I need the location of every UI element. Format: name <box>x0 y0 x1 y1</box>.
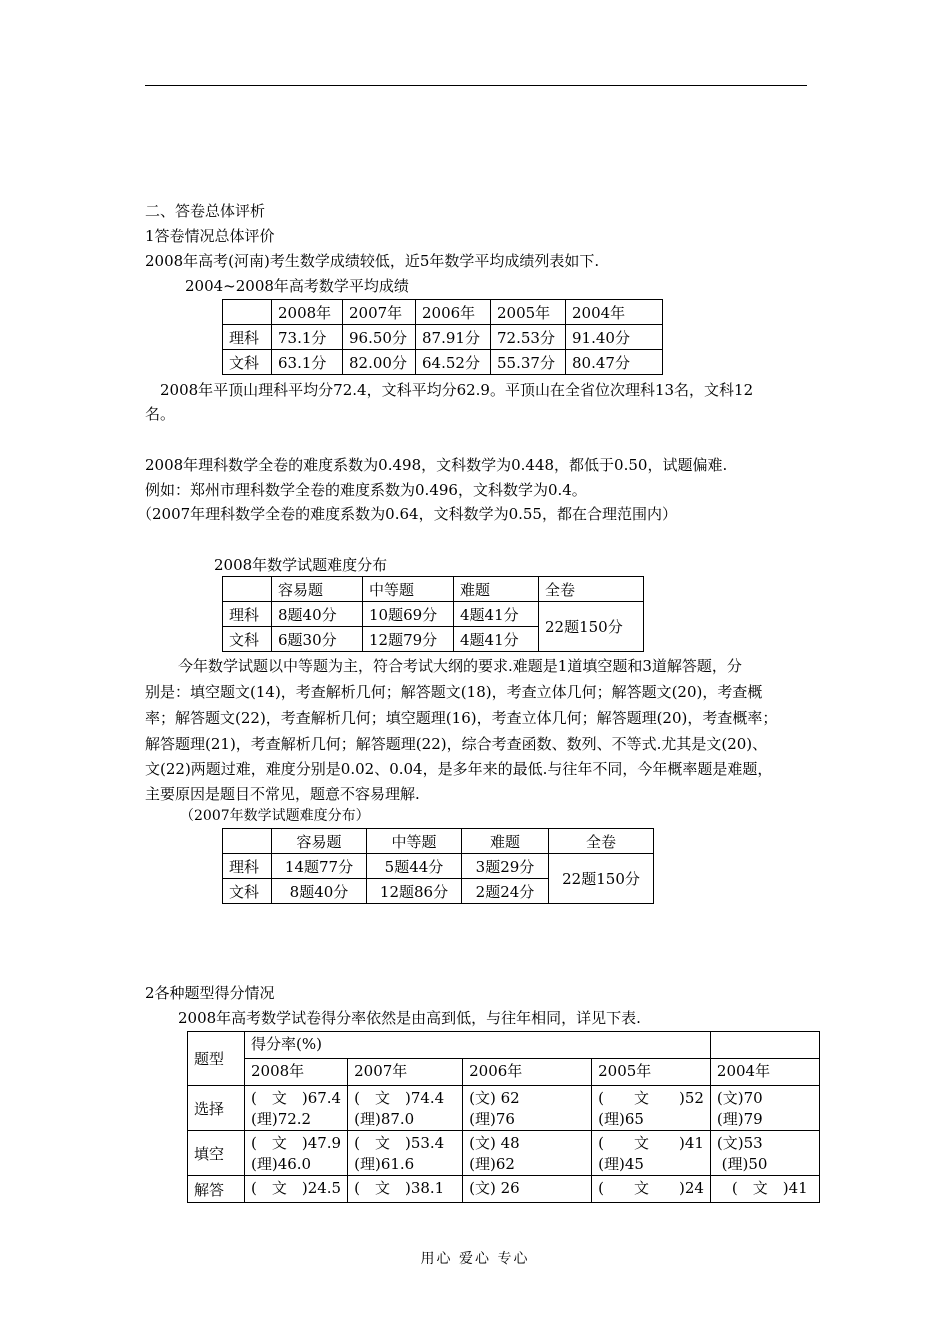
table-cell: 解答 <box>188 1176 245 1203</box>
table-cell: 2005年 <box>592 1059 711 1086</box>
table-cell: 中等题 <box>367 829 462 854</box>
table-row <box>223 325 663 350</box>
analysis-line: 别是：填空题文(14)，考查解析几何；解答题文(18)，考查立体几何；解答题文(20)，考查概 <box>145 683 763 701</box>
analysis-line: 文(22)两题过难，难度分别是0.02、0.04，是多年来的最低.与往年不同，今年概率题是难题， <box>145 760 773 778</box>
pingdingshan-text: 2008年平顶山理科平均分72.4，文科平均分62.9。平顶山在全省位次理科13名，文科12 <box>160 381 754 399</box>
table-cell: 2008年 <box>272 300 343 325</box>
table-cell: 理科 <box>223 325 272 350</box>
analysis-line: 率；解答题文(22)，考查解析几何；填空题理(16)，考查立体几何；解答题理(20)，考查概率； <box>145 709 778 727</box>
table-cell: ( 文 )41 <box>710 1176 819 1203</box>
score-rate-table <box>187 1031 820 1203</box>
table-cell: 12题86分 <box>367 879 462 904</box>
table2-caption: 2008年数学试题难度分布 <box>214 556 388 574</box>
table-cell: 得分率(%) <box>245 1032 711 1059</box>
table-cell: ( 文 )67.4 (理)72.2 <box>245 1086 348 1131</box>
table-cell: 2004年 <box>566 300 663 325</box>
table-cell: 87.91分 <box>416 325 491 350</box>
table-cell: 2005年 <box>491 300 566 325</box>
table-row <box>223 300 663 325</box>
table-cell: 全卷 <box>549 829 654 854</box>
table-cell: 4题41分 <box>454 627 539 652</box>
table-row <box>188 1131 820 1176</box>
table-cell: 文科 <box>223 879 272 904</box>
intro-text: 2008年高考(河南)考生数学成绩较低，近5年数学平均成绩列表如下. <box>145 252 600 270</box>
table-cell: 55.37分 <box>491 350 566 375</box>
table-cell: 63.1分 <box>272 350 343 375</box>
table-cell: ( 文 )52 (理)65 <box>592 1086 711 1131</box>
table-cell: ( 文 )74.4 (理)87.0 <box>348 1086 463 1131</box>
table-row <box>223 829 654 854</box>
table-cell: 10题69分 <box>363 602 454 627</box>
difficulty-text: 2008年理科数学全卷的难度系数为0.498，文科数学为0.448，都低于0.50，试题偏难. <box>145 456 728 474</box>
table-cell: ( 文 )38.1 <box>348 1176 463 1203</box>
table-cell: 选择 <box>188 1086 245 1131</box>
table-cell: 3题29分 <box>462 854 549 879</box>
table-cell: 2007年 <box>348 1059 463 1086</box>
table-cell: 4题41分 <box>454 602 539 627</box>
table-cell: 文科 <box>223 350 272 375</box>
pingdingshan-text-cont: 名。 <box>145 405 176 423</box>
table-cell: 难题 <box>462 829 549 854</box>
table-cell: 填空 <box>188 1131 245 1176</box>
table-cell: 96.50分 <box>343 325 416 350</box>
table-cell: 中等题 <box>363 577 454 602</box>
table4-intro: 2008年高考数学试卷得分率依然是由高到低，与往年相同，详见下表. <box>178 1009 641 1027</box>
subsection-heading: 1答卷情况总体评价 <box>145 227 275 245</box>
table-row <box>223 854 654 879</box>
table-cell: 理科 <box>223 854 272 879</box>
table-cell: 2004年 <box>710 1059 819 1086</box>
difficulty-2007: （2007年理科数学全卷的难度系数为0.64，文科数学为0.55，都在合理范围内） <box>137 505 677 523</box>
analysis-line: 今年数学试题以中等题为主，符合考试大纲的要求.难题是1道填空题和3道解答题，分 <box>178 657 742 675</box>
table-cell: 12题79分 <box>363 627 454 652</box>
table-cell: 5题44分 <box>367 854 462 879</box>
analysis-line: 主要原因是题目不常见，题意不容易理解. <box>145 785 420 803</box>
table-row <box>223 350 663 375</box>
table-cell: (文) 62 (理)76 <box>463 1086 592 1131</box>
table-cell: 22题150分 <box>549 854 654 904</box>
table-cell: ( 文 )53.4 (理)61.6 <box>348 1131 463 1176</box>
table-cell: 82.00分 <box>343 350 416 375</box>
table3-caption: （2007年数学试题难度分布） <box>180 808 370 824</box>
section-heading-2: 2各种题型得分情况 <box>145 984 275 1002</box>
table-cell: ( 文 )41 (理)45 <box>592 1131 711 1176</box>
table-cell: (文) 48 (理)62 <box>463 1131 592 1176</box>
table-cell: (文) 26 <box>463 1176 592 1203</box>
difficulty-2007-table <box>222 828 654 904</box>
table-cell: ( 文 )47.9 (理)46.0 <box>245 1131 348 1176</box>
table-row <box>223 577 644 602</box>
header-rule <box>145 85 807 86</box>
table-cell: 2006年 <box>463 1059 592 1086</box>
table-cell: 全卷 <box>539 577 644 602</box>
table-cell: 64.52分 <box>416 350 491 375</box>
table-cell: 难题 <box>454 577 539 602</box>
table-cell: 2007年 <box>343 300 416 325</box>
table-cell: (文)53 (理)50 <box>710 1131 819 1176</box>
analysis-line: 解答题理(21)，考查解析几何；解答题理(22)，综合考查函数、数列、不等式.尤其是文(20)、 <box>145 735 768 753</box>
table-cell: 题型 <box>188 1032 245 1086</box>
table-cell: 文科 <box>223 627 272 652</box>
table-cell: 容易题 <box>272 829 367 854</box>
table-row <box>188 1059 820 1086</box>
table-row <box>223 602 644 627</box>
table-cell: ( 文 )24.5 <box>245 1176 348 1203</box>
table-row <box>188 1032 820 1059</box>
table-cell: 2008年 <box>245 1059 348 1086</box>
section-heading: 二、答卷总体评析 <box>145 202 266 220</box>
table-cell: 14题77分 <box>272 854 367 879</box>
table-row <box>188 1086 820 1131</box>
table-cell: 72.53分 <box>491 325 566 350</box>
table1-caption: 2004~2008年高考数学平均成绩 <box>185 277 409 295</box>
table-cell: 80.47分 <box>566 350 663 375</box>
table-cell: 容易题 <box>272 577 363 602</box>
page-footer: 用心 爱心 专心 <box>420 1251 530 1267</box>
table-cell: 22题150分 <box>539 602 644 652</box>
table-cell: 2题24分 <box>462 879 549 904</box>
table-cell: 8题40分 <box>272 879 367 904</box>
difficulty-2008-table <box>222 576 644 652</box>
table-cell: 8题40分 <box>272 602 363 627</box>
table-cell: 理科 <box>223 602 272 627</box>
difficulty-example: 例如：郑州市理科数学全卷的难度系数为0.496，文科数学为0.4。 <box>145 481 587 499</box>
table-cell: 91.40分 <box>566 325 663 350</box>
average-score-table <box>222 299 663 375</box>
table-cell: 2006年 <box>416 300 491 325</box>
table-cell: (文)70 (理)79 <box>710 1086 819 1131</box>
table-cell: ( 文 )24 <box>592 1176 711 1203</box>
table-row <box>188 1176 820 1203</box>
table-cell: 73.1分 <box>272 325 343 350</box>
table-cell: 6题30分 <box>272 627 363 652</box>
